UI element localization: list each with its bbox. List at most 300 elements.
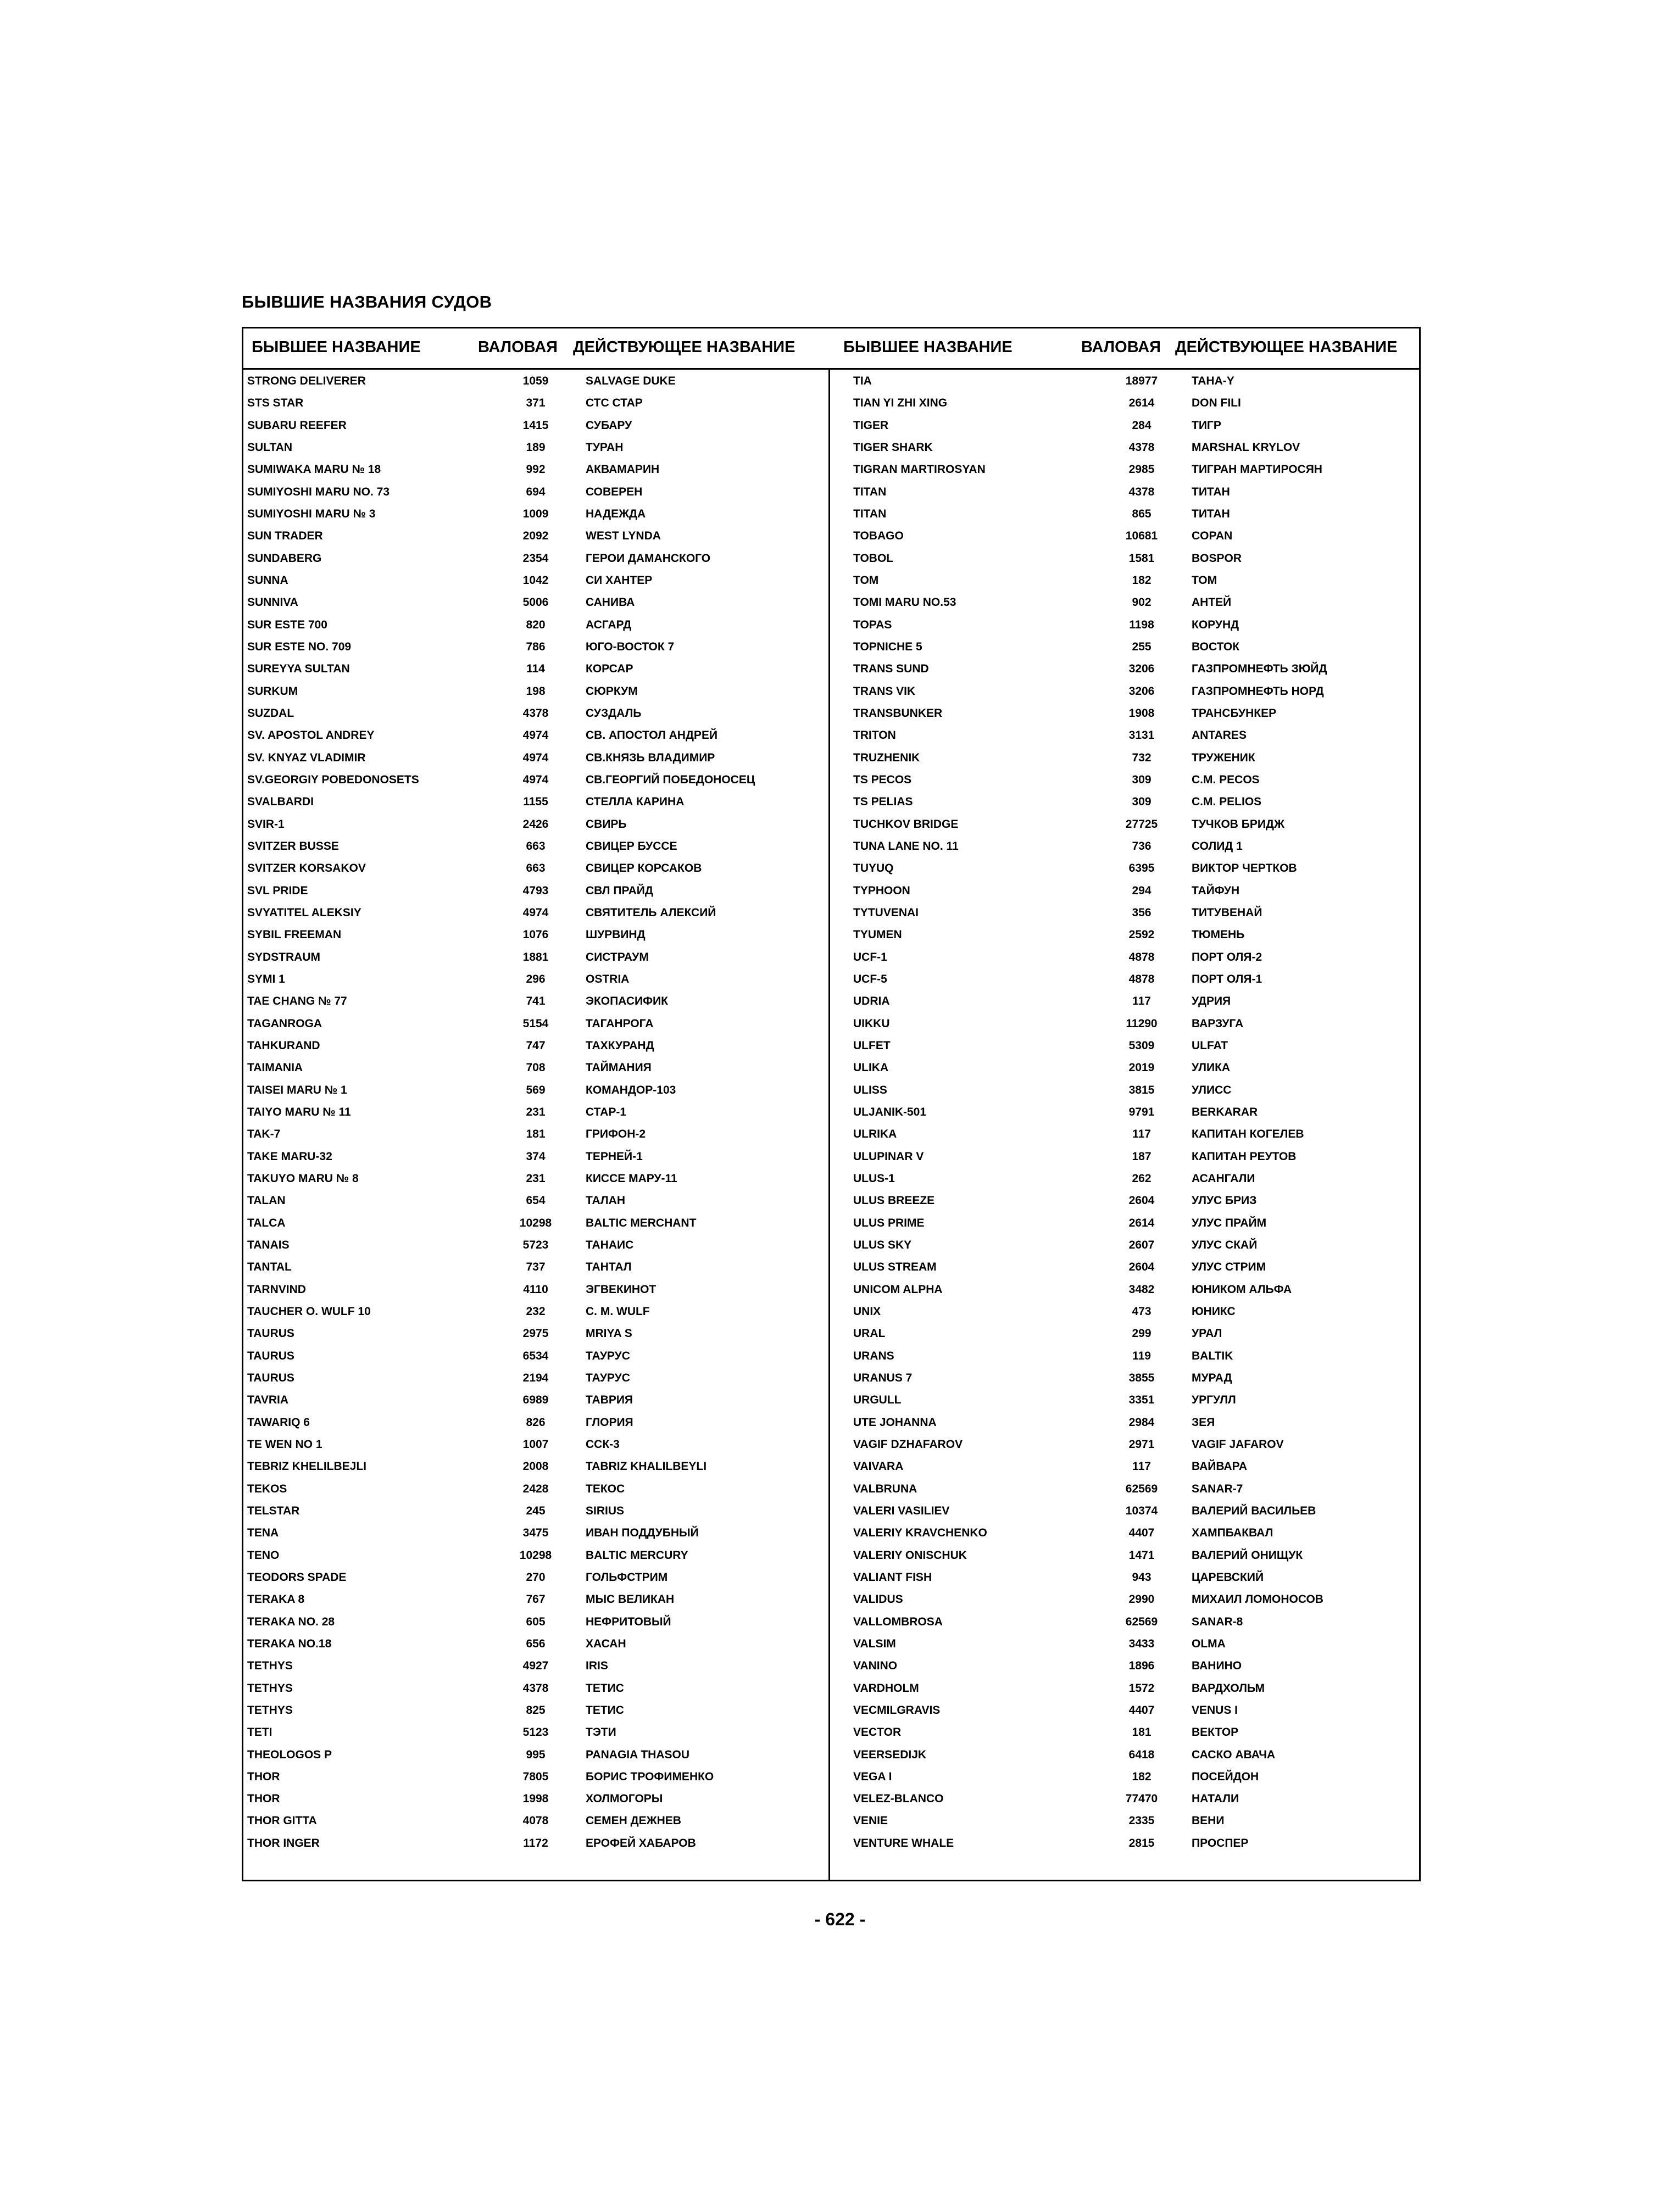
table-row <box>853 503 1411 525</box>
table-row <box>247 1389 805 1411</box>
former-name-cell: VALIDUS <box>853 1593 903 1606</box>
former-name-cell: TOBOL <box>853 552 894 565</box>
tonnage-cell: 473 <box>1132 1305 1151 1318</box>
former-name-cell: UNICOM ALPHA <box>853 1283 943 1296</box>
current-name-cell: ТУЧКОВ БРИДЖ <box>1192 817 1284 831</box>
right-header-current-name: ДЕЙСТВУЮЩЕЕ НАЗВАНИЕ <box>1175 338 1398 356</box>
current-name-cell: ПОРТ ОЛЯ-1 <box>1192 973 1262 986</box>
former-name-cell: TAWARIQ 6 <box>247 1416 310 1429</box>
table-row <box>853 902 1411 924</box>
tonnage-cell: 10298 <box>519 1216 552 1229</box>
tonnage-cell: 5154 <box>522 1017 549 1030</box>
right-header-tonnage: ВАЛОВАЯ <box>1081 338 1161 356</box>
current-name-cell: ТУРАН <box>586 441 624 454</box>
table-row <box>247 1101 805 1123</box>
tonnage-cell: 6534 <box>522 1349 549 1362</box>
current-name-cell: ШУРВИНД <box>586 928 646 942</box>
table-row <box>247 503 805 525</box>
table-row <box>853 1013 1411 1035</box>
current-name-cell: OLMA <box>1192 1637 1226 1650</box>
current-name-cell: ГАЗПРОМНЕФТЬ НОРД <box>1192 684 1324 698</box>
former-name-cell: SUR ESTE NO. 709 <box>247 640 352 654</box>
table-row <box>853 703 1411 725</box>
current-name-cell: СВ.ГЕОРГИЙ ПОБЕДОНОСЕЦ <box>586 773 755 787</box>
table-row <box>247 1677 805 1699</box>
former-name-cell: TOPNICHE 5 <box>853 640 922 654</box>
former-name-cell: VECMILGRAVIS <box>853 1703 941 1717</box>
table-row <box>247 769 805 791</box>
current-name-cell: КАПИТАН КОГЕЛЕВ <box>1192 1128 1304 1141</box>
table-row <box>853 658 1411 680</box>
tonnage-cell: 3855 <box>1128 1371 1155 1384</box>
former-name-cell: SV.GEORGIY POBEDONOSETS <box>247 773 419 787</box>
current-name-cell: SANAR-7 <box>1192 1482 1243 1495</box>
table-row <box>853 437 1411 459</box>
former-name-cell: TAK-7 <box>247 1128 281 1141</box>
table-row <box>853 1567 1411 1589</box>
former-name-cell: TAHKURAND <box>247 1039 320 1052</box>
table-row <box>853 1589 1411 1611</box>
tonnage-cell: 245 <box>526 1504 546 1517</box>
table-row <box>853 968 1411 990</box>
tonnage-cell: 3206 <box>1128 662 1155 676</box>
former-name-cell: TITAN <box>853 508 887 521</box>
current-name-cell: ТАЙФУН <box>1192 884 1240 897</box>
former-name-cell: SUNDABERG <box>247 552 322 565</box>
current-name-cell: ИВАН ПОДДУБНЫЙ <box>586 1527 699 1540</box>
table-row <box>853 1655 1411 1677</box>
tonnage-cell: 255 <box>1132 640 1151 654</box>
table-row <box>853 415 1411 437</box>
former-name-cell: TANAIS <box>247 1238 290 1251</box>
current-name-cell: VAGIF JAFAROV <box>1192 1438 1284 1451</box>
former-name-cell: TOM <box>853 574 879 587</box>
tonnage-cell: 4974 <box>522 729 549 742</box>
current-name-cell: КОРСАР <box>586 662 633 676</box>
tonnage-cell: 4407 <box>1128 1703 1155 1717</box>
table-row <box>247 370 805 392</box>
table-row <box>247 1611 805 1633</box>
former-name-cell: TIA <box>853 375 872 388</box>
tonnage-cell: 865 <box>1132 508 1151 521</box>
former-name-cell: SUNNA <box>247 574 288 587</box>
tonnage-cell: 62569 <box>1125 1615 1158 1628</box>
table-row <box>853 1145 1411 1167</box>
current-name-cell: КОМАНДОР-103 <box>586 1083 676 1096</box>
former-name-cell: SUMIYOSHI MARU № 3 <box>247 508 376 521</box>
tonnage-cell: 786 <box>526 640 546 654</box>
former-name-cell: SURKUM <box>247 684 298 698</box>
former-name-cell: VECTOR <box>853 1726 902 1739</box>
table-row <box>247 1788 805 1810</box>
tonnage-cell: 736 <box>1132 840 1151 853</box>
current-name-cell: С.M. PELIOS <box>1192 795 1262 809</box>
former-name-cell: SVL PRIDE <box>247 884 308 897</box>
current-name-cell: АСГАРД <box>586 618 632 631</box>
tonnage-cell: 117 <box>1132 1460 1151 1473</box>
current-name-cell: ВАРДХОЛЬМ <box>1192 1681 1265 1695</box>
former-name-cell: SUMIWAKA MARU № 18 <box>247 463 381 476</box>
former-name-cell: VANINO <box>853 1659 898 1673</box>
tonnage-cell: 4378 <box>522 707 549 720</box>
table-row <box>853 1810 1411 1832</box>
table-row <box>853 1411 1411 1433</box>
tonnage-cell: 11290 <box>1126 1017 1158 1030</box>
current-name-cell: ULFAT <box>1192 1039 1228 1052</box>
former-name-cell: VALBRUNA <box>853 1482 917 1495</box>
table-row <box>853 835 1411 857</box>
current-name-cell: БОРИС ТРОФИМЕНКО <box>586 1770 714 1783</box>
tonnage-cell: 2194 <box>522 1371 549 1384</box>
current-name-cell: СОЛИД 1 <box>1192 840 1243 853</box>
table-row <box>247 747 805 769</box>
current-name-cell: SIRIUS <box>586 1504 625 1517</box>
current-name-cell: СТАР-1 <box>586 1105 626 1118</box>
table-row <box>247 525 805 547</box>
current-name-cell: ТАНАИС <box>586 1238 634 1251</box>
former-name-cell: TEKOS <box>247 1482 287 1495</box>
former-name-cell: TANTAL <box>247 1261 292 1274</box>
former-name-cell: TAGANROGA <box>247 1017 322 1030</box>
former-name-cell: SUZDAL <box>247 707 294 720</box>
tonnage-cell: 309 <box>1132 795 1151 809</box>
current-name-cell: УРАЛ <box>1192 1327 1222 1340</box>
current-name-cell: С.M. PECOS <box>1192 773 1260 787</box>
table-row <box>853 946 1411 968</box>
former-name-cell: ULJANIK-501 <box>853 1105 927 1118</box>
left-column <box>247 370 805 1854</box>
table-row <box>853 1611 1411 1633</box>
tonnage-cell: 2975 <box>522 1327 549 1340</box>
table-row <box>247 1168 805 1190</box>
tonnage-cell: 825 <box>526 1703 546 1717</box>
former-name-cell: VALIANT FISH <box>853 1570 932 1584</box>
tonnage-cell: 371 <box>526 397 546 410</box>
tonnage-cell: 992 <box>526 463 546 476</box>
table-row <box>853 1677 1411 1699</box>
current-name-cell: ГЕРОИ ДАМАНСКОГО <box>586 552 711 565</box>
former-name-cell: SUNNIVA <box>247 596 298 609</box>
tonnage-cell: 2604 <box>1128 1194 1155 1207</box>
tonnage-cell: 4793 <box>522 884 549 897</box>
tonnage-cell: 189 <box>526 441 546 454</box>
table-row <box>853 1743 1411 1765</box>
current-name-cell: ТОМ <box>1192 574 1217 587</box>
table-row <box>247 1478 805 1500</box>
former-name-cell: ULUPINAR V <box>853 1150 924 1163</box>
table-row <box>247 1013 805 1035</box>
table-row <box>853 1722 1411 1743</box>
current-name-cell: ХАМПБАКВАЛ <box>1192 1527 1273 1540</box>
current-name-cell: ТЕТИС <box>586 1703 624 1717</box>
current-name-cell: TAHA-Y <box>1192 375 1234 388</box>
former-name-cell: TYUMEN <box>853 928 902 942</box>
table-row <box>853 1168 1411 1190</box>
tonnage-cell: 1471 <box>1128 1548 1155 1562</box>
tonnage-cell: 309 <box>1132 773 1151 787</box>
table-row <box>247 1544 805 1566</box>
table-row <box>853 1123 1411 1145</box>
table-row <box>853 1633 1411 1655</box>
tonnage-cell: 2335 <box>1128 1814 1155 1828</box>
former-name-cell: THOR GITTA <box>247 1814 317 1828</box>
tonnage-cell: 5309 <box>1128 1039 1155 1052</box>
former-name-cell: TAKUYO MARU № 8 <box>247 1172 359 1185</box>
tonnage-cell: 4378 <box>1128 441 1155 454</box>
current-name-cell: ВАРЗУГА <box>1192 1017 1244 1030</box>
current-name-cell: МУРАД <box>1192 1371 1232 1384</box>
tonnage-cell: 4974 <box>522 773 549 787</box>
former-name-cell: TAIYO MARU № 11 <box>247 1105 351 1118</box>
table-row <box>853 548 1411 570</box>
current-name-cell: BERKARAR <box>1192 1105 1258 1118</box>
tonnage-cell: 5723 <box>522 1238 549 1251</box>
former-name-cell: UNIX <box>853 1305 881 1318</box>
table-row <box>853 370 1411 392</box>
table-row <box>853 481 1411 503</box>
table-row <box>853 1367 1411 1389</box>
former-name-cell: UCF-1 <box>853 950 887 963</box>
current-name-cell: ТАНТАЛ <box>586 1261 632 1274</box>
tonnage-cell: 4378 <box>522 1681 549 1695</box>
current-name-cell: УДРИЯ <box>1192 995 1231 1008</box>
table-row <box>247 1278 805 1300</box>
current-name-cell: VENUS I <box>1192 1703 1238 1717</box>
former-name-cell: TETHYS <box>247 1681 293 1695</box>
tonnage-cell: 18977 <box>1125 375 1158 388</box>
current-name-cell: ТИГРАН МАРТИРОСЯН <box>1192 463 1322 476</box>
former-name-cell: ULUS BREEZE <box>853 1194 935 1207</box>
table-row <box>247 437 805 459</box>
tonnage-cell: 117 <box>1132 1128 1151 1141</box>
former-name-cell: TALAN <box>247 1194 286 1207</box>
current-name-cell: ТЮМЕНЬ <box>1192 928 1245 942</box>
current-name-cell: ТАУРУС <box>586 1349 630 1362</box>
former-name-cell: ULRIKA <box>853 1128 897 1141</box>
tonnage-cell: 2985 <box>1128 463 1155 476</box>
former-name-cell: THOR <box>247 1792 280 1806</box>
table-row <box>853 725 1411 747</box>
former-name-cell: TRANS VIK <box>853 684 916 698</box>
former-name-cell: SUREYYA SULTAN <box>247 662 350 676</box>
former-name-cell: VEERSEDIJK <box>853 1748 927 1761</box>
tonnage-cell: 1059 <box>522 375 549 388</box>
table-row <box>247 791 805 813</box>
table-row <box>247 1190 805 1212</box>
tonnage-cell: 1581 <box>1128 552 1155 565</box>
former-name-cell: TELSTAR <box>247 1504 300 1517</box>
current-name-cell: WEST LYNDA <box>586 530 661 543</box>
former-name-cell: VALERI VASILIEV <box>853 1504 950 1517</box>
former-name-cell: ULUS-1 <box>853 1172 895 1185</box>
former-name-cell: VEGA I <box>853 1770 892 1783</box>
table-row <box>853 1832 1411 1854</box>
tonnage-cell: 4407 <box>1128 1527 1155 1540</box>
table-row <box>853 1345 1411 1367</box>
column-divider <box>828 370 830 1880</box>
table-row <box>247 1766 805 1788</box>
tonnage-cell: 1009 <box>522 508 549 521</box>
current-name-cell: BALTIK <box>1192 1349 1233 1362</box>
tonnage-cell: 262 <box>1132 1172 1151 1185</box>
former-name-cell: VALERIY ONISCHUK <box>853 1548 967 1562</box>
table-row <box>247 857 805 879</box>
tonnage-cell: 747 <box>526 1039 546 1052</box>
current-name-cell: ЮГО-ВОСТОК 7 <box>586 640 675 654</box>
current-name-cell: ЭГВЕКИНОТ <box>586 1283 657 1296</box>
former-name-cell: TE WEN NO 1 <box>247 1438 322 1451</box>
tonnage-cell: 605 <box>526 1615 546 1628</box>
former-name-cell: TRITON <box>853 729 896 742</box>
table-row <box>853 1234 1411 1256</box>
tonnage-cell: 4110 <box>523 1283 548 1296</box>
former-name-cell: SYBIL FREEMAN <box>247 928 342 942</box>
table-row <box>247 725 805 747</box>
former-name-cell: TEBRIZ KHELILBEJLI <box>247 1460 367 1473</box>
current-name-cell: СОВЕРЕН <box>586 485 643 498</box>
table-row <box>247 481 805 503</box>
former-name-cell: TAURUS <box>247 1349 294 1362</box>
page-number: - 622 - <box>814 1909 866 1929</box>
tonnage-cell: 7805 <box>522 1770 549 1783</box>
table-row <box>853 1256 1411 1278</box>
tonnage-cell: 694 <box>526 485 546 498</box>
tonnage-cell: 10298 <box>519 1548 552 1562</box>
current-name-cell: ГЛОРИЯ <box>586 1416 633 1429</box>
tonnage-cell: 6989 <box>522 1394 549 1407</box>
table-row <box>247 946 805 968</box>
table-row <box>247 592 805 614</box>
table-row <box>853 1478 1411 1500</box>
current-name-cell: ТЕТИС <box>586 1681 624 1695</box>
tonnage-cell: 62569 <box>1125 1482 1158 1495</box>
current-name-cell: СВИРЬ <box>586 817 627 831</box>
former-name-cell: VALLOMBROSA <box>853 1615 943 1628</box>
tonnage-cell: 9791 <box>1128 1105 1155 1118</box>
tonnage-cell: 356 <box>1132 906 1151 920</box>
tonnage-cell: 2990 <box>1128 1593 1155 1606</box>
current-name-cell: НЕФРИТОВЫЙ <box>586 1615 671 1628</box>
former-name-cell: SYDSTRAUM <box>247 950 321 963</box>
table-row <box>247 1832 805 1854</box>
page-title: БЫВШИЕ НАЗВАНИЯ СУДОВ <box>242 292 492 311</box>
table-row <box>247 614 805 636</box>
tonnage-cell: 767 <box>526 1593 546 1606</box>
current-name-cell: СВЛ ПРАЙД <box>586 884 653 897</box>
tonnage-cell: 1896 <box>1128 1659 1155 1673</box>
former-name-cell: VENIE <box>853 1814 888 1828</box>
table-row <box>247 459 805 481</box>
tonnage-cell: 187 <box>1132 1150 1151 1163</box>
current-name-cell: ТИТАН <box>1192 485 1230 498</box>
current-name-cell: ВАЛЕРИЙ ОНИЩУК <box>1192 1548 1303 1562</box>
table-row <box>853 814 1411 835</box>
former-name-cell: TAIMANIA <box>247 1061 303 1074</box>
former-name-cell: VENTURE WHALE <box>853 1836 954 1850</box>
current-name-cell: ТАЙМАНИЯ <box>586 1061 652 1074</box>
table-row <box>247 1212 805 1234</box>
former-name-cell: TERAKA NO.18 <box>247 1637 332 1650</box>
former-name-cell: SVALBARDI <box>247 795 314 809</box>
former-name-cell: TRANS SUND <box>853 662 929 676</box>
tonnage-cell: 1998 <box>522 1792 549 1806</box>
current-name-cell: ВАЛЕРИЙ ВАСИЛЬЕВ <box>1192 1504 1316 1517</box>
former-name-cell: TOMI MARU NO.53 <box>853 596 956 609</box>
current-name-cell: УЛИСС <box>1192 1083 1232 1096</box>
table-row <box>853 857 1411 879</box>
tonnage-cell: 3815 <box>1128 1083 1155 1096</box>
former-name-cell: TARNVIND <box>247 1283 306 1296</box>
current-name-cell: COPAN <box>1192 530 1233 543</box>
current-name-cell: ГРИФОН-2 <box>586 1128 646 1141</box>
tonnage-cell: 4078 <box>522 1814 549 1828</box>
table-row <box>247 1411 805 1433</box>
current-name-cell: ЕРОФЕЙ ХАБАРОВ <box>586 1836 696 1850</box>
tonnage-cell: 663 <box>526 862 546 875</box>
table-row <box>247 703 805 725</box>
current-name-cell: СУЗДАЛЬ <box>586 707 642 720</box>
current-name-cell: АСАНГАЛИ <box>1192 1172 1255 1185</box>
current-name-cell: ВАЙВАРА <box>1192 1460 1247 1473</box>
tonnage-cell: 284 <box>1132 419 1151 432</box>
tonnage-cell: 10681 <box>1125 530 1158 543</box>
table-row <box>247 1700 805 1722</box>
tonnage-cell: 2008 <box>522 1460 549 1473</box>
former-name-cell: SUR ESTE 700 <box>247 618 327 631</box>
table-row <box>853 1456 1411 1478</box>
current-name-cell: НАТАЛИ <box>1192 1792 1239 1806</box>
current-name-cell: КИССЕ МАРУ-11 <box>586 1172 677 1185</box>
current-name-cell: SALVAGE DUKE <box>586 375 676 388</box>
table-row <box>247 1123 805 1145</box>
table-row <box>247 415 805 437</box>
tonnage-cell: 296 <box>526 973 546 986</box>
current-name-cell: ТИГР <box>1192 419 1221 432</box>
former-name-cell: TERAKA 8 <box>247 1593 305 1606</box>
tonnage-cell: 182 <box>1132 574 1151 587</box>
right-column <box>853 370 1411 1854</box>
former-name-cell: URAL <box>853 1327 886 1340</box>
tonnage-cell: 270 <box>526 1570 546 1584</box>
former-name-cell: VARDHOLM <box>853 1681 919 1695</box>
current-name-cell: СВ. АПОСТОЛ АНДРЕЙ <box>586 729 718 742</box>
current-name-cell: УЛИКА <box>1192 1061 1231 1074</box>
table-row <box>853 1079 1411 1101</box>
tonnage-cell: 708 <box>526 1061 546 1074</box>
tonnage-cell: 663 <box>526 840 546 853</box>
table-row <box>247 1655 805 1677</box>
current-name-cell: ВОСТОК <box>1192 640 1240 654</box>
tonnage-cell: 820 <box>526 618 546 631</box>
former-name-cell: TITAN <box>853 485 887 498</box>
current-name-cell: ТАВРИЯ <box>586 1394 633 1407</box>
current-name-cell: ТАГАНРОГА <box>586 1017 654 1030</box>
former-name-cell: TUNA LANE NO. 11 <box>853 840 959 853</box>
former-name-cell: VELEZ-BLANCO <box>853 1792 944 1806</box>
current-name-cell: ХАСАН <box>586 1637 626 1650</box>
current-name-cell: СУБАРУ <box>586 419 632 432</box>
table-row <box>853 1500 1411 1522</box>
table-row <box>853 681 1411 703</box>
header-rule <box>242 368 1421 370</box>
current-name-cell: АНТЕЙ <box>1192 596 1232 609</box>
current-name-cell: УРГУЛЛ <box>1192 1394 1236 1407</box>
former-name-cell: TS PECOS <box>853 773 912 787</box>
former-name-cell: TAURUS <box>247 1327 294 1340</box>
table-row <box>853 614 1411 636</box>
table-row <box>853 990 1411 1012</box>
table-row <box>247 1035 805 1057</box>
